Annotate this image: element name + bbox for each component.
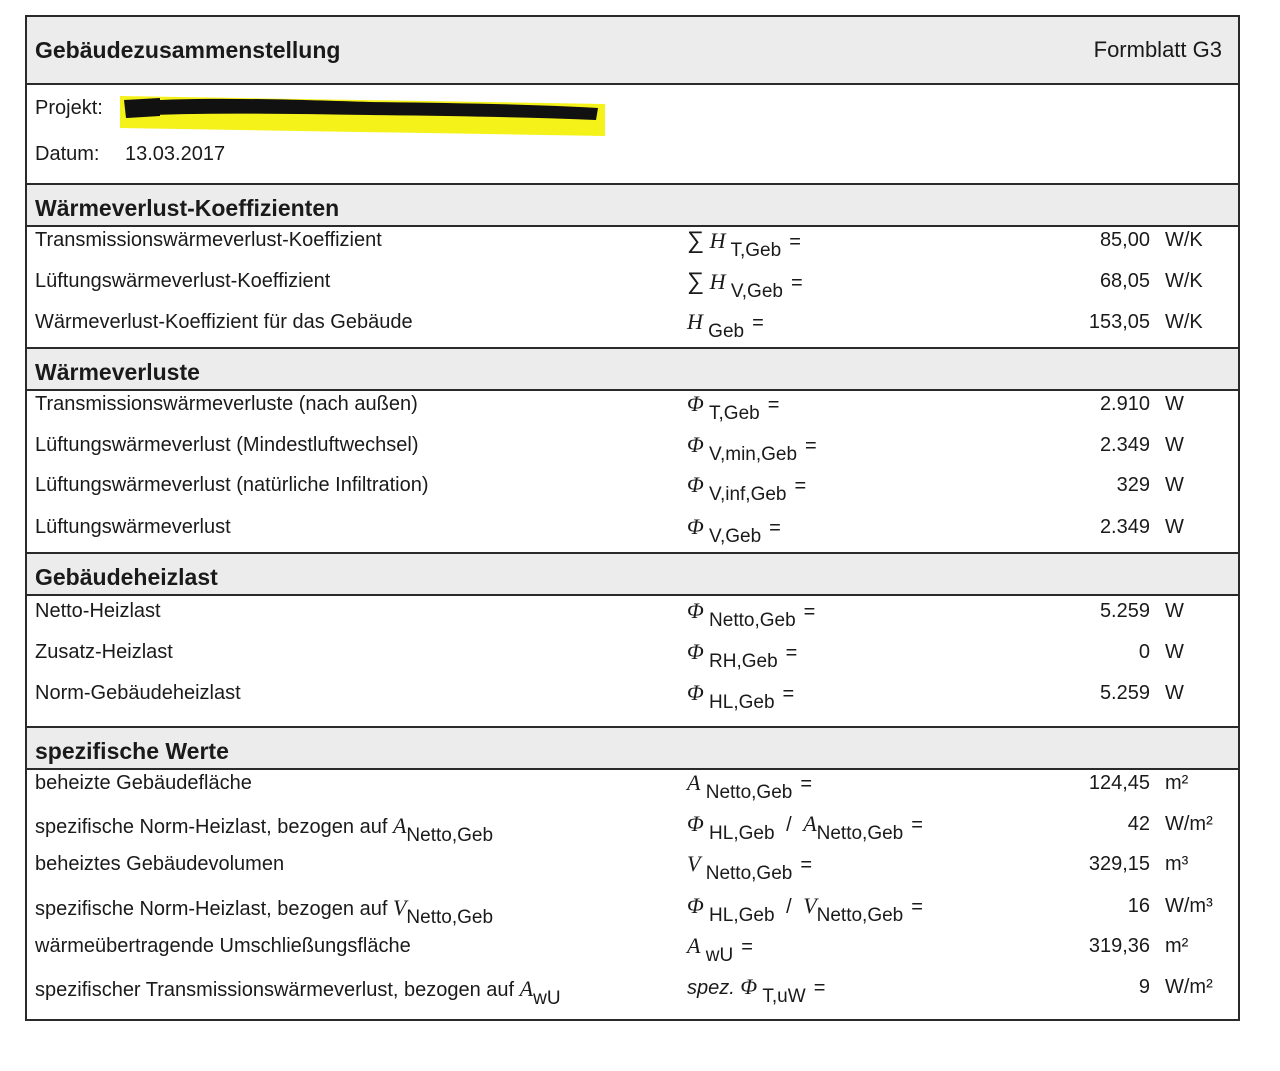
row-label-text: Lüftungswärmeverlust (Mindestluftwechsel) — [35, 434, 419, 456]
row-value: 329 — [1116, 474, 1150, 496]
formula-symbol — [687, 811, 923, 845]
section-title: Wärmeverluste — [35, 359, 200, 385]
section-header — [27, 554, 1238, 594]
formula-symbol — [687, 514, 781, 548]
row-label — [35, 474, 429, 497]
formula-equals: = — [813, 977, 826, 999]
row-unit: m³ — [1165, 853, 1189, 875]
row-label — [35, 976, 561, 1010]
formula-subscript: T,uW — [757, 986, 806, 1007]
formula-variable: Φ — [687, 680, 704, 705]
formula-subscript: Geb — [702, 321, 745, 342]
data-row — [27, 927, 1238, 967]
formula-subscript-2: Netto,Geb — [816, 823, 904, 844]
row-value: 85,00 — [1099, 229, 1150, 251]
row-label-text: spezifische Norm-Heizlast, bezogen auf — [35, 898, 388, 920]
formula-subscript: HL,Geb — [703, 692, 775, 713]
row-unit: W/m² — [1165, 813, 1213, 835]
formula-equals: = — [800, 773, 813, 795]
formula-variable: Φ — [687, 432, 704, 457]
formula-subscript-2: Netto,Geb — [816, 905, 904, 926]
row-label — [35, 311, 413, 334]
date-label: Datum: — [35, 143, 100, 165]
formula-variable: Φ — [740, 974, 758, 999]
formula-equals: = — [741, 936, 753, 958]
row-value: 5.259 — [1099, 682, 1150, 704]
row-label — [35, 813, 493, 847]
row-label-text: beheizte Gebäudefläche — [35, 772, 252, 794]
formula-symbol — [687, 598, 815, 632]
formula-divider: / — [780, 896, 798, 918]
form-header — [27, 17, 1238, 83]
row-unit: W/m² — [1165, 976, 1213, 998]
formula-variable-2: A — [803, 811, 817, 836]
row-unit: W — [1165, 516, 1184, 538]
formula-subscript: Netto,Geb — [703, 610, 796, 631]
row-label-text: Norm-Gebäudeheizlast — [35, 682, 241, 704]
row-unit: m² — [1165, 935, 1189, 957]
formula-subscript: HL,Geb — [703, 823, 775, 844]
row-value: 42 — [1127, 813, 1150, 835]
formula-variable: A — [687, 933, 701, 958]
project-label: Projekt: — [35, 97, 103, 119]
form-title: Gebäudezusammenstellung — [35, 37, 341, 63]
formula-variable: Φ — [687, 472, 704, 497]
formula-variable: H — [709, 269, 726, 294]
formula-variable: Φ — [687, 514, 704, 539]
formula-variable: Φ — [687, 811, 704, 836]
data-row — [27, 466, 1238, 506]
formula-subscript: T,Geb — [725, 240, 782, 261]
row-value: 2.910 — [1099, 393, 1150, 415]
label-symbol: A — [519, 976, 534, 1001]
row-value: 2.349 — [1099, 434, 1150, 456]
row-label-text: spezifischer Transmissionswärmeverlust, bezogen auf — [35, 979, 515, 1001]
formula-subscript: V,Geb — [703, 526, 762, 547]
data-row — [27, 385, 1238, 425]
formula-symbol — [687, 309, 764, 343]
row-label — [35, 772, 252, 795]
formula-equals: = — [785, 642, 798, 664]
formula-equals: = — [803, 601, 816, 623]
formula-symbol — [687, 893, 923, 927]
data-row — [27, 262, 1238, 302]
row-label — [35, 434, 419, 457]
formula-symbol — [687, 391, 779, 425]
row-label — [35, 516, 231, 539]
data-row — [27, 221, 1238, 261]
label-subscript: Netto,Geb — [406, 825, 494, 846]
formula-prefix: spez. — [687, 977, 735, 999]
formula-variable: A — [687, 770, 701, 795]
data-row — [27, 508, 1238, 548]
data-row — [27, 968, 1238, 1008]
data-row — [27, 426, 1238, 466]
row-label-text: Zusatz-Heizlast — [35, 641, 173, 663]
row-value: 9 — [1138, 976, 1150, 998]
formula-variable: H — [709, 228, 726, 253]
formula-subscript: V,min,Geb — [703, 444, 798, 465]
formula-subscript: V,Geb — [725, 281, 783, 302]
row-label — [35, 935, 411, 958]
row-unit: W — [1165, 682, 1184, 704]
formula-symbol — [687, 432, 817, 466]
row-label — [35, 270, 330, 293]
data-row — [27, 674, 1238, 714]
formula-symbol — [687, 851, 812, 885]
row-label-text: Lüftungswärmeverlust — [35, 516, 231, 538]
formula-prefix: ∑ — [687, 268, 705, 295]
formula-subscript: RH,Geb — [703, 651, 778, 672]
row-unit: W — [1165, 641, 1184, 663]
formula-variable: H — [687, 309, 703, 334]
row-value: 68,05 — [1099, 270, 1150, 292]
row-label-text: wärmeübertragende Umschließungsfläche — [35, 935, 411, 957]
formula-equals: = — [767, 394, 780, 416]
formula-symbol — [687, 472, 806, 506]
section-title: Gebäudeheizlast — [35, 564, 218, 590]
formula-subscript: Netto,Geb — [700, 863, 793, 884]
divider — [27, 83, 1238, 85]
data-row — [27, 633, 1238, 673]
formula-equals: = — [790, 272, 803, 294]
row-label-text: Netto-Heizlast — [35, 600, 161, 622]
row-unit: W — [1165, 393, 1184, 415]
form-id: Formblatt G3 — [1093, 37, 1222, 62]
row-unit: W/K — [1165, 270, 1203, 292]
row-label-text: beheiztes Gebäudevolumen — [35, 853, 285, 875]
formula-equals: = — [789, 231, 801, 253]
section-header — [27, 185, 1238, 225]
formula-symbol — [687, 680, 794, 714]
formula-variable: Φ — [687, 598, 704, 623]
row-label-text: Lüftungswärmeverlust-Koeffizient — [35, 270, 331, 292]
formula-variable: V — [687, 851, 701, 876]
formula-equals: = — [752, 312, 764, 334]
formula-equals: = — [800, 854, 813, 876]
formula-subscript: wU — [700, 945, 734, 966]
data-row — [27, 845, 1238, 885]
row-label — [35, 682, 241, 705]
formula-equals: = — [911, 896, 923, 918]
row-label — [35, 895, 493, 929]
redaction-mark — [120, 90, 605, 136]
row-label-text: Transmissionswärmeverlust-Koeffizient — [35, 229, 382, 251]
row-unit: W — [1165, 600, 1184, 622]
row-value: 329,15 — [1088, 853, 1150, 875]
formula-subscript: T,Geb — [703, 403, 760, 424]
row-value: 153,05 — [1088, 311, 1150, 333]
row-unit: W/K — [1165, 311, 1203, 333]
formula-subscript: V,inf,Geb — [703, 484, 787, 505]
formula-symbol — [687, 268, 803, 303]
row-label — [35, 600, 161, 623]
row-unit: W — [1165, 434, 1184, 456]
row-value: 5.259 — [1099, 600, 1150, 622]
formula-variable: Φ — [687, 391, 704, 416]
formula-divider: / — [780, 814, 798, 836]
data-row — [27, 303, 1238, 343]
row-unit: W/K — [1165, 229, 1203, 251]
section-title: spezifische Werte — [35, 738, 229, 764]
formula-symbol — [687, 227, 801, 262]
formula-equals: = — [911, 814, 923, 836]
form-sheet — [25, 15, 1240, 1021]
row-label — [35, 853, 284, 876]
formula-symbol — [687, 770, 812, 804]
data-row — [27, 592, 1238, 632]
formula-subscript: Netto,Geb — [700, 782, 793, 803]
data-row — [27, 764, 1238, 804]
row-unit: W/m³ — [1165, 895, 1213, 917]
data-row — [27, 887, 1238, 927]
row-label — [35, 641, 173, 664]
formula-equals: = — [805, 435, 817, 457]
formula-equals: = — [794, 475, 807, 497]
row-value: 16 — [1127, 895, 1150, 917]
row-label — [35, 229, 382, 252]
row-label-text: Transmissionswärmeverluste (nach außen) — [35, 393, 418, 415]
row-unit: m² — [1165, 772, 1189, 794]
section-header — [27, 349, 1238, 389]
row-value: 319,36 — [1088, 935, 1150, 957]
formula-equals: = — [782, 683, 795, 705]
formula-subscript: HL,Geb — [703, 905, 775, 926]
label-subscript: wU — [533, 988, 561, 1009]
label-symbol: V — [392, 895, 407, 920]
row-label-text: spezifische Norm-Heizlast, bezogen auf — [35, 816, 388, 838]
date-value: 13.03.2017 — [125, 143, 226, 165]
row-value: 124,45 — [1088, 772, 1150, 794]
formula-symbol — [687, 639, 797, 673]
formula-variable: Φ — [687, 639, 704, 664]
row-label — [35, 393, 418, 416]
formula-variable-2: V — [803, 893, 817, 918]
row-label-text: Lüftungswärmeverlust (natürliche Infiltration) — [35, 474, 429, 496]
label-subscript: Netto,Geb — [406, 907, 494, 928]
formula-equals: = — [769, 517, 781, 539]
row-value: 0 — [1138, 641, 1150, 663]
formula-prefix: ∑ — [687, 227, 705, 254]
formula-symbol — [687, 933, 753, 967]
label-symbol: A — [392, 813, 407, 838]
formula-variable: Φ — [687, 893, 704, 918]
formula-symbol — [687, 974, 825, 1008]
row-unit: W — [1165, 474, 1184, 496]
section-title: Wärmeverlust-Koeffizienten — [35, 195, 340, 221]
data-row — [27, 805, 1238, 845]
row-value: 2.349 — [1099, 516, 1150, 538]
row-label-text: Wärmeverlust-Koeffizient für das Gebäude — [35, 311, 413, 333]
section-header — [27, 728, 1238, 768]
